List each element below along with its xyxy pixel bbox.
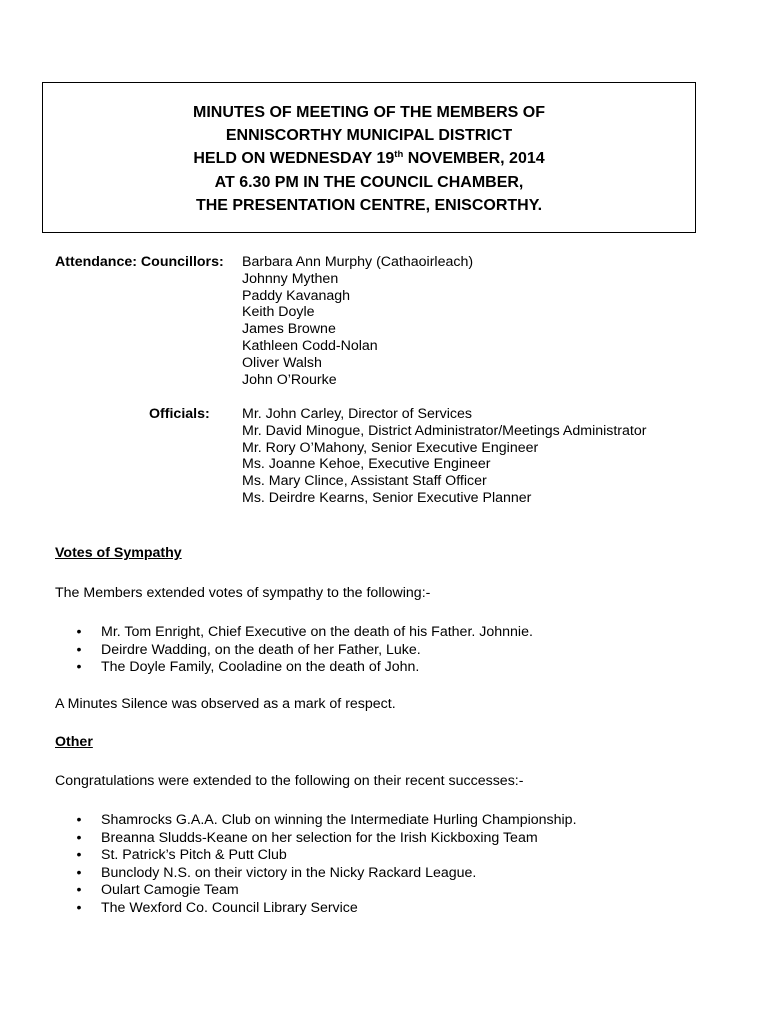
councillor-name: Johnny Mythen — [242, 270, 339, 287]
list-item-text: The Wexford Co. Council Library Service — [101, 899, 358, 916]
councillor-name: James Browne — [242, 321, 336, 338]
bullet-icon: • — [76, 829, 82, 846]
sympathy-intro: The Members extended votes of sympathy to the following:- — [55, 585, 431, 601]
officials-label: Officials: — [149, 406, 210, 422]
list-item-text: Bunclody N.S. on their victory in the Nicky Rackard League. — [101, 864, 477, 881]
list-item-text: Oulart Camogie Team — [101, 882, 239, 899]
bullet-icon: • — [76, 899, 82, 916]
list-item-text: Breanna Sludds-Keane on her selection for the Irish Kickboxing Team — [101, 829, 538, 846]
list-item-text: The Doyle Family, Cooladine on the death of John. — [101, 659, 420, 676]
bullet-icon: • — [76, 641, 82, 658]
silence-note: A Minutes Silence was observed as a mark of respect. — [55, 696, 396, 712]
official-name: Mr. David Minogue, District Administrator/Meetings Administrator — [242, 422, 647, 439]
title-line-2: ENNISCORTHY MUNICIPAL DISTRICT — [225, 127, 513, 145]
list-item-text: St. Patrick’s Pitch & Putt Club — [101, 847, 287, 864]
title-line-3 — [43, 147, 695, 170]
title-box — [42, 82, 696, 233]
councillor-name: John O’Rourke — [242, 371, 337, 388]
attendance-label: Attendance: Councillors: — [55, 254, 224, 270]
list-item-text: Mr. Tom Enright, Chief Executive on the death of his Father. Johnnie. — [101, 624, 533, 640]
other-heading: Other — [55, 734, 93, 750]
title-ordinal-suffix: th — [394, 149, 404, 161]
title-line-3-end: NOVEMBER, 2014 — [403, 150, 545, 168]
bullet-icon: • — [76, 624, 82, 640]
title-line-3-start: HELD ON WEDNESDAY 19 — [193, 150, 395, 168]
title-line-1: MINUTES OF MEETING OF THE MEMBERS OF — [193, 104, 545, 121]
official-name: Ms. Mary Clince, Assistant Staff Officer — [242, 473, 487, 490]
councillor-name: Keith Doyle — [242, 304, 315, 321]
bullet-icon: • — [76, 812, 82, 828]
list-item-text: Shamrocks G.A.A. Club on winning the Intermediate Hurling Championship. — [101, 812, 577, 828]
councillors-list — [242, 254, 473, 388]
title-line-5: THE PRESENTATION CENTRE, ENISCORTHY. — [195, 196, 543, 214]
councillor-name: Oliver Walsh — [242, 354, 322, 371]
councillor-name: Barbara Ann Murphy (Cathaoirleach) — [242, 254, 474, 270]
other-intro: Congratulations were extended to the following on their recent successes:- — [55, 773, 524, 789]
councillor-name: Kathleen Codd-Nolan — [242, 337, 378, 354]
official-name: Ms. Joanne Kehoe, Executive Engineer — [242, 456, 491, 473]
officials-list — [242, 406, 646, 507]
list-item-text: Deirdre Wadding, on the death of her Father, Luke. — [101, 641, 421, 658]
title-line-4: AT 6.30 PM IN THE COUNCIL CHAMBER, — [214, 173, 524, 191]
bullet-icon: • — [76, 847, 82, 864]
official-name: Mr. Rory O’Mahony, Senior Executive Engineer — [242, 439, 539, 456]
sympathy-heading: Votes of Sympathy — [55, 545, 182, 561]
official-name: Mr. John Carley, Director of Services — [242, 406, 472, 422]
bullet-icon: • — [76, 882, 82, 899]
councillor-name: Paddy Kavanagh — [242, 287, 351, 304]
official-name: Ms. Deirdre Kearns, Senior Executive Planner — [242, 489, 532, 506]
bullet-icon: • — [76, 864, 82, 881]
bullet-icon: • — [76, 659, 82, 676]
